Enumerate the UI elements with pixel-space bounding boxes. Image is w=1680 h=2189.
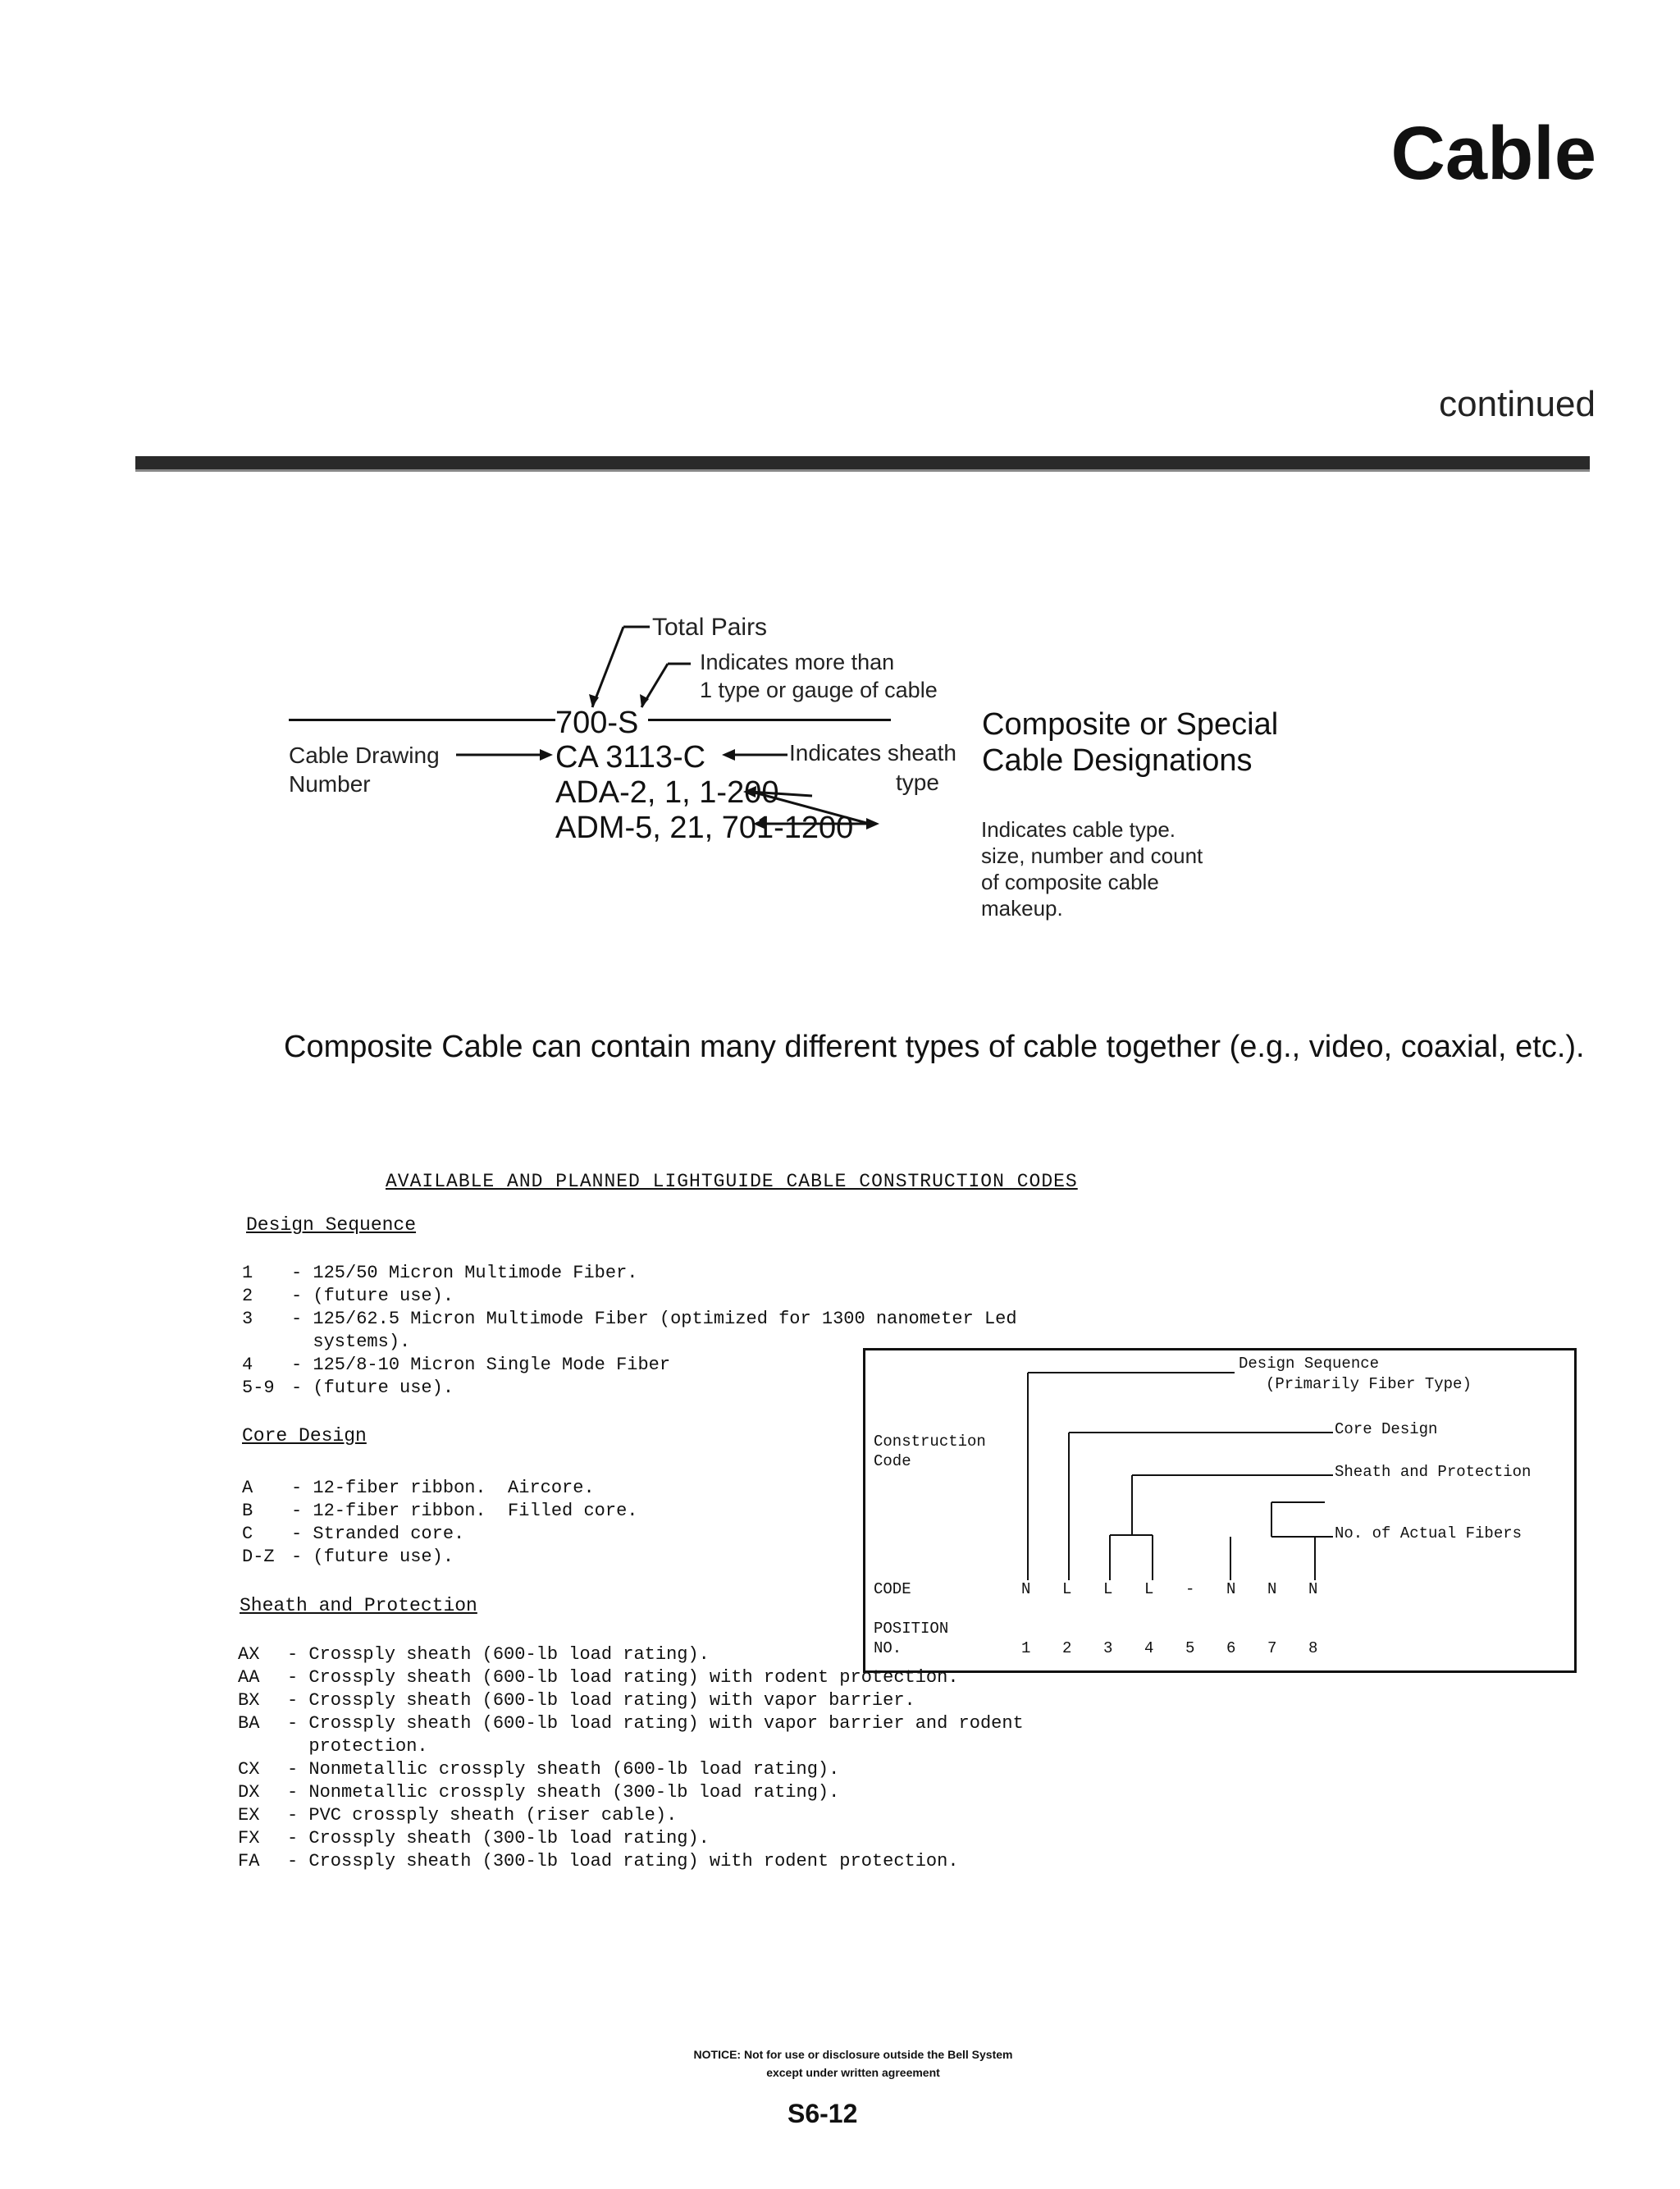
code-line-3: ADA-2, 1, 1-200: [555, 775, 779, 810]
code-char: L: [1144, 1580, 1154, 1598]
sheath-protection-heading: Sheath and Protection: [240, 1595, 477, 1616]
list-item: CX - Nonmetallic crossply sheath (600-lb load rating).: [238, 1759, 840, 1780]
code-char: N: [1267, 1580, 1277, 1598]
code-char: N: [1308, 1580, 1318, 1598]
list-item: systems).: [291, 1332, 411, 1352]
composite-cable-note: Composite Cable can contain many different types of cable together (e.g., video, coaxial, etc.).: [284, 1030, 1585, 1064]
construction-codes-title: AVAILABLE AND PLANNED LIGHTGUIDE CABLE CONSTRUCTION CODES: [386, 1171, 1078, 1192]
list-item: FX - Crossply sheath (300-lb load rating).: [238, 1828, 710, 1849]
notice-text: [599, 2045, 1107, 2082]
code-box-lines: [865, 1350, 1574, 1670]
designations-heading-1: Composite or Special: [982, 707, 1279, 742]
construction-code-box: [863, 1348, 1577, 1673]
list-item: AX - Crossply sheath (600-lb load rating).: [238, 1644, 710, 1665]
code-box-sheath: Sheath and Protection: [1335, 1463, 1532, 1481]
list-item: 2 - (future use).: [242, 1286, 454, 1306]
code-box-design-seq-1: Design Sequence: [1239, 1355, 1380, 1373]
code-box-position-1: POSITION: [874, 1620, 949, 1638]
page-subtitle: continued: [1439, 384, 1596, 424]
code-box-construction-2: Code: [874, 1452, 911, 1470]
code-rule: [648, 719, 891, 721]
header-rule: [135, 456, 1590, 469]
designations-heading-2: Cable Designations: [982, 743, 1253, 778]
notice-line-2: except under written agreement: [766, 2066, 940, 2079]
list-item: A - 12-fiber ribbon. Aircore.: [242, 1478, 595, 1498]
sheath-label-1: Indicates sheath: [789, 740, 956, 765]
drawing-number-rule: [289, 719, 555, 721]
sheath-protection-list: [238, 1643, 1024, 1873]
position-number: 6: [1226, 1639, 1236, 1657]
position-number: 7: [1267, 1639, 1277, 1657]
list-item: 3 - 125/62.5 Micron Multimode Fiber (optimized for 1300 nanometer Led: [242, 1309, 1017, 1329]
position-number: 2: [1062, 1639, 1072, 1657]
code-box-design-seq-2: (Primarily Fiber Type): [1266, 1375, 1472, 1393]
list-item: B - 12-fiber ribbon. Filled core.: [242, 1501, 638, 1521]
code-line-4: ADM-5, 21, 701-1200: [555, 811, 854, 845]
drawing-number-arrow: [456, 747, 555, 763]
core-design-heading: Core Design: [242, 1425, 367, 1446]
design-sequence-heading: Design Sequence: [246, 1214, 417, 1236]
makeup-label-3: of composite cable: [981, 870, 1159, 894]
list-item: protection.: [287, 1736, 428, 1757]
header-rule-shadow: [135, 469, 1590, 472]
page-number: S6-12: [788, 2099, 858, 2128]
code-box-fibers: No. of Actual Fibers: [1335, 1524, 1522, 1542]
list-item: EX - PVC crossply sheath (riser cable).: [238, 1805, 678, 1826]
drawing-number-label-2: Number: [289, 771, 371, 797]
list-item: 1 - 125/50 Micron Multimode Fiber.: [242, 1263, 638, 1283]
code-line-1: 700-S: [555, 706, 639, 740]
list-item: BA - Crossply sheath (600-lb load rating) with vapor barrier and rodent: [238, 1713, 1024, 1734]
makeup-label-1: Indicates cable type.: [981, 817, 1176, 842]
position-number: 4: [1144, 1639, 1154, 1657]
list-item: FA - Crossply sheath (300-lb load rating) with rodent protection.: [238, 1851, 959, 1871]
position-number: 8: [1308, 1639, 1318, 1657]
makeup-label-2: size, number and count: [981, 843, 1203, 868]
sheath-label-2: type: [896, 770, 939, 795]
code-char: L: [1062, 1580, 1072, 1598]
position-number: 5: [1185, 1639, 1195, 1657]
code-box-position-2: NO.: [874, 1639, 902, 1657]
code-box-code-label: CODE: [874, 1580, 911, 1598]
list-item: C - Stranded core.: [242, 1524, 465, 1544]
list-item: D-Z - (future use).: [242, 1547, 454, 1567]
list-item: DX - Nonmetallic crossply sheath (300-lb load rating).: [238, 1782, 840, 1803]
list-item: AA - Crossply sheath (600-lb load rating) with rodent protection.: [238, 1667, 959, 1688]
makeup-label-4: makeup.: [981, 896, 1063, 921]
position-number: 1: [1021, 1639, 1031, 1657]
code-box-core-design: Core Design: [1335, 1420, 1438, 1438]
code-char: N: [1021, 1580, 1031, 1598]
drawing-number-label-1: Cable Drawing: [289, 743, 440, 768]
position-number: 3: [1103, 1639, 1113, 1657]
code-char: L: [1103, 1580, 1113, 1598]
more-than-label-2: 1 type or gauge of cable: [700, 678, 938, 702]
list-item: 5-9 - (future use).: [242, 1378, 454, 1398]
notice-line-1: NOTICE: Not for use or disclosure outside the Bell System: [693, 2048, 1013, 2061]
code-box-construction-1: Construction: [874, 1433, 986, 1451]
list-item: 4 - 125/8-10 Micron Single Mode Fiber: [242, 1355, 671, 1375]
list-item: BX - Crossply sheath (600-lb load rating) with vapor barrier.: [238, 1690, 915, 1711]
core-design-list: [242, 1477, 637, 1569]
code-line-2: CA 3113-C: [555, 740, 706, 775]
total-pairs-label: Total Pairs: [652, 614, 768, 641]
more-than-label-1: Indicates more than: [700, 650, 895, 674]
code-char: N: [1226, 1580, 1236, 1598]
code-char: -: [1185, 1580, 1195, 1598]
page-title: Cable: [1390, 112, 1596, 195]
